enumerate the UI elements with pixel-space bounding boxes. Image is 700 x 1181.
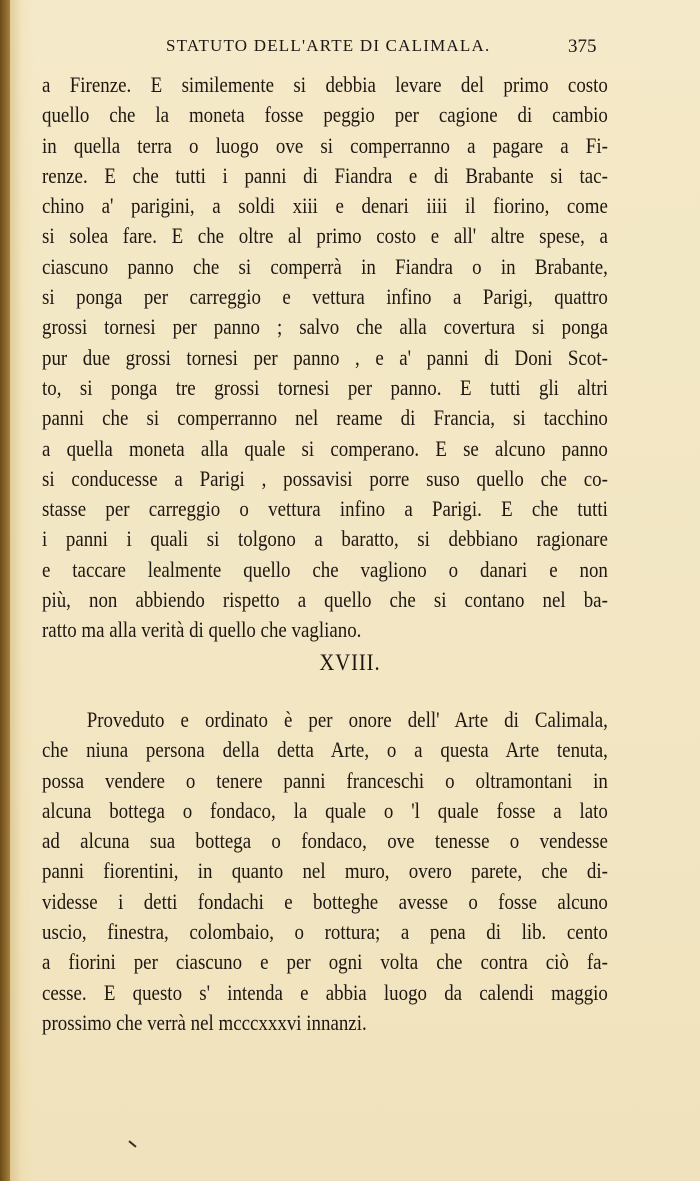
text-line: panni che si comperranno nel reame di Francia, si tacchino [42, 405, 608, 431]
text-line: panni fiorentini, in quanto nel muro, overo parete, che di- [42, 858, 608, 884]
text-line: più, non abbiendo rispetto a quello che si contano nel ba- [42, 587, 608, 613]
text-line: a fiorini per ciascuno e per ogni volta che contra ciò fa- [42, 949, 608, 975]
text-line: grossi tornesi per panno ; salvo che alla covertura si ponga [42, 314, 608, 340]
text-line: prossimo che verrà nel mcccxxxvi innanzi. [42, 1009, 367, 1035]
text-line: ciascuno panno che si comperrà in Fiandra o in Brabante, [42, 253, 608, 279]
paragraph-section-xviii [42, 705, 608, 1038]
running-title: STATUTO DELL'ARTE DI CALIMALA. [166, 36, 491, 55]
text-line: ad alcuna sua bottega o fondaco, ove tenesse o vendesse [42, 828, 608, 854]
text-line: in quella terra o luogo ove si comperranno a pagare a Fi- [42, 132, 608, 158]
text-line: si solea fare. E che oltre al primo costo e all' altre spese, a [42, 223, 608, 249]
page-binding-edge [0, 0, 10, 1181]
text-line: videsse i detti fondachi e botteghe avesse o fosse alcuno [42, 888, 608, 914]
text-line: quello che la moneta fosse peggio per cagione di cambio [42, 102, 608, 128]
text-line: uscio, finestra, colombaio, o rottura; a pena di lib. cento [42, 919, 608, 945]
text-line: alcuna bottega o fondaco, la quale o 'l quale fosse a lato [42, 797, 608, 823]
text-line: si ponga per carreggio e vettura infino a Parigi, quattro [42, 284, 608, 310]
text-line: che niuna persona della detta Arte, o a questa Arte tenuta, [42, 737, 608, 763]
section-heading [0, 650, 700, 676]
text-line: possa vendere o tenere panni franceschi o oltramontani in [42, 767, 608, 793]
running-header [0, 36, 700, 58]
text-line: ratto ma alla verità di quello che vagliano. [42, 617, 362, 643]
ink-speck [128, 1140, 136, 1147]
text-line: cesse. E questo s' intenda e abbia luogo da calendi maggio [42, 979, 608, 1005]
text-line: a quella moneta alla quale si comperano. E se alcuno panno [42, 435, 608, 461]
text-line: chino a' parigini, a soldi xiii e denari iiii il fiorino, come [42, 193, 608, 219]
text-line: i panni i quali si tolgono a baratto, si debbiano ragionare [42, 526, 608, 552]
text-line: pur due grossi tornesi per panno , e a' panni di Doni Scot- [42, 344, 608, 370]
text-line: to, si ponga tre grossi tornesi per panno. E tutti gli altri [42, 374, 608, 400]
text-line: si conducesse a Parigi , possavisi porre suso quello che co- [42, 465, 608, 491]
page-number: 375 [568, 36, 597, 57]
text-line: stasse per carreggio o vettura infino a Parigi. E che tutti [42, 496, 608, 522]
text-line: e taccare lealmente quello che vagliono o danari e non [42, 556, 608, 582]
text-line: a Firenze. E similemente si debbia levare del primo costo [42, 72, 608, 97]
paragraph-continued [42, 70, 608, 646]
text-line: Proveduto e ordinato è per onore dell' Arte di Calimala, [86, 707, 608, 732]
text-line: renze. E che tutti i panni di Fiandra e di Brabante si tac- [42, 162, 608, 188]
section-number: XVIII. [319, 650, 381, 675]
